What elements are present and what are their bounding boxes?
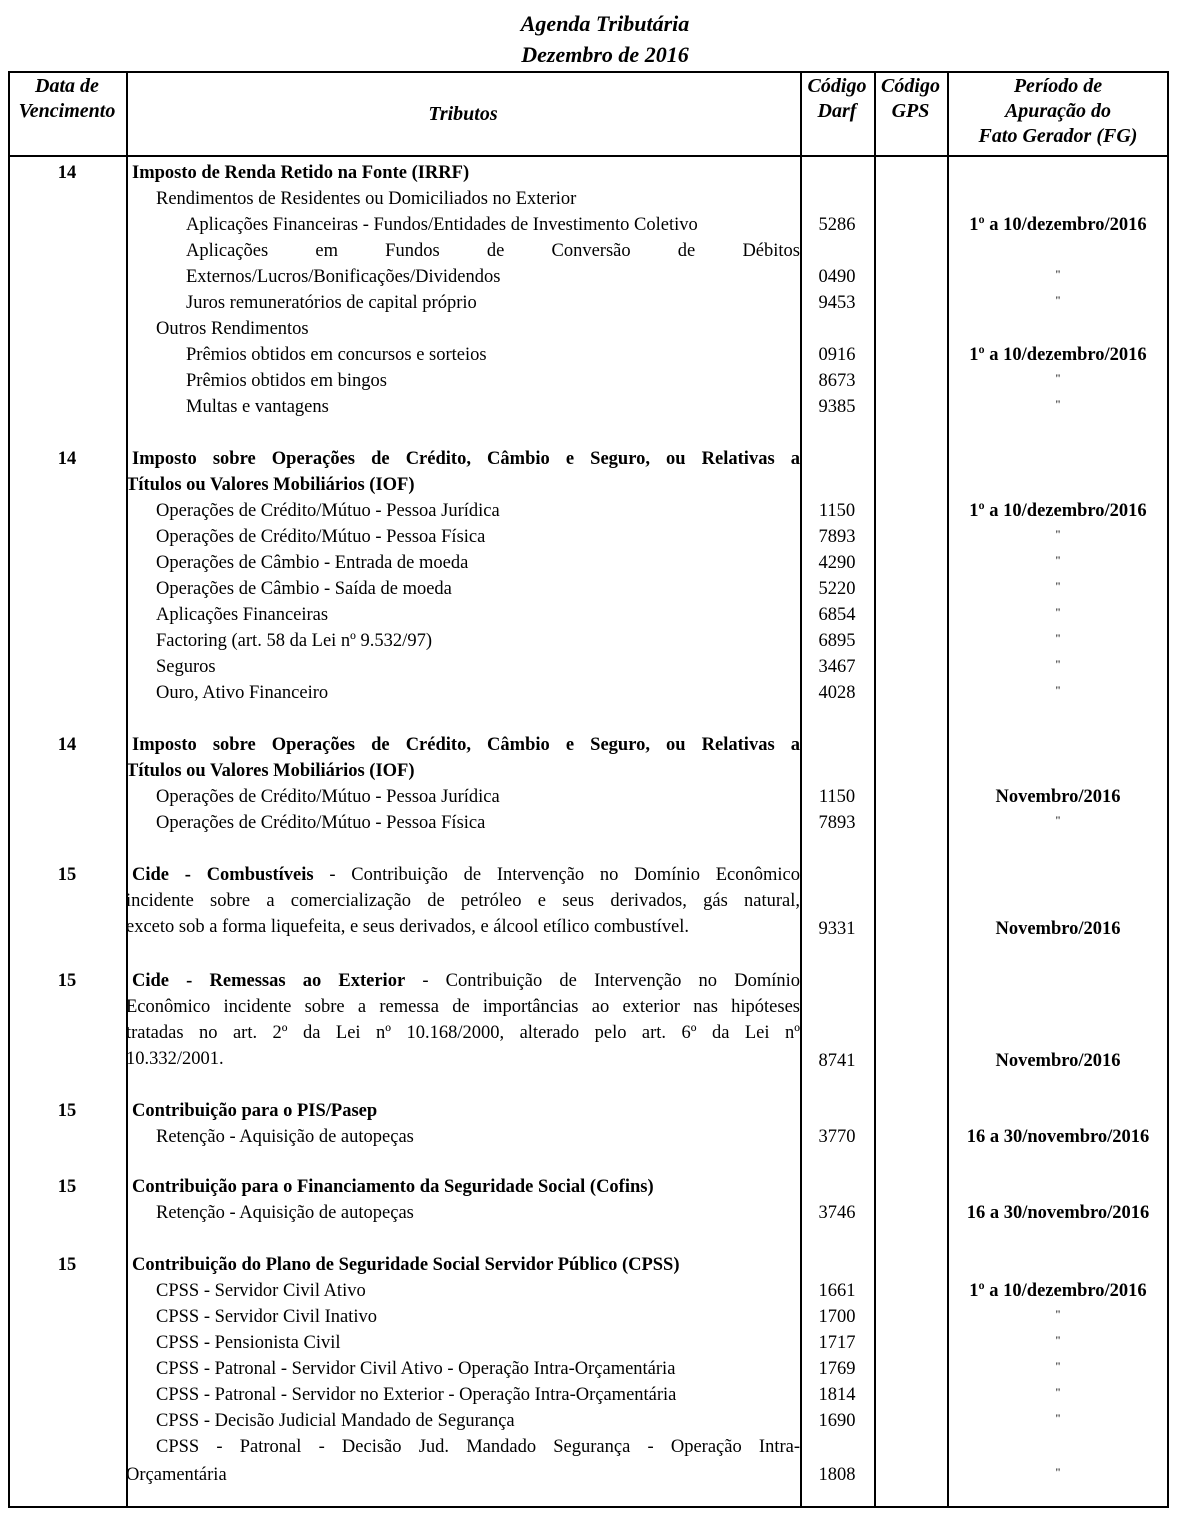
darf-code: 9453	[818, 293, 856, 313]
header-darf-line1: Código	[807, 75, 867, 97]
period: Novembro/2016	[995, 919, 1121, 939]
tributo-line: Juros remuneratórios de capital próprio	[186, 293, 477, 313]
darf-code: 4028	[818, 683, 856, 703]
tributo-line: Operações de Crédito/Mútuo - Pessoa Física	[156, 813, 486, 833]
tributo-line: Multas e vantagens	[186, 397, 329, 417]
period-ditto: "	[1055, 1385, 1061, 1399]
period-ditto: "	[1055, 683, 1061, 697]
tributo-line: Operações de Câmbio - Saída de moeda	[156, 579, 452, 599]
tributo-line: Aplicações Financeiras	[156, 605, 329, 625]
period-ditto: "	[1055, 267, 1061, 281]
period-ditto: "	[1055, 1465, 1061, 1479]
period-ditto: "	[1055, 813, 1061, 827]
due-date: 14	[57, 163, 77, 183]
header-gps-line2: GPS	[891, 100, 930, 122]
header-darf-line2: Darf	[817, 100, 857, 122]
tributo-line: CPSS - Patronal - Servidor Civil Ativo - Operação Intra-Orçamentária	[156, 1359, 676, 1379]
tributo-line: 10.332/2001.	[126, 1049, 224, 1069]
tributo-name: Cide - Combustíveis	[132, 865, 314, 885]
tributo-line: Orçamentária	[126, 1465, 227, 1485]
tributo-line: Operações de Crédito/Mútuo - Pessoa Jurídica	[156, 787, 500, 807]
period: 16 a 30/novembro/2016	[966, 1127, 1150, 1147]
darf-code: 7893	[818, 813, 856, 833]
darf-code: 8741	[818, 1051, 856, 1071]
tributo-line: Cide - Remessas ao Exterior - Contribuição de Intervenção no Domínio	[132, 971, 800, 991]
header-date-line1: Data de	[35, 75, 99, 97]
tributo-line: Externos/Lucros/Bonificações/Dividendos	[186, 267, 501, 287]
period-ditto: "	[1055, 553, 1061, 567]
darf-code: 1717	[818, 1333, 856, 1353]
header-period-line1: Período de	[1013, 75, 1103, 97]
header-gps	[874, 74, 947, 124]
tributo-line: Prêmios obtidos em concursos e sorteios	[186, 345, 487, 365]
tributo-line: tratadas no art. 2º da Lei nº 10.168/2000, alterado pelo art. 6º da Lei nº	[126, 1023, 800, 1043]
period: Novembro/2016	[995, 1051, 1121, 1071]
darf-code: 1690	[818, 1411, 856, 1431]
period: 1º a 10/dezembro/2016	[969, 1281, 1147, 1301]
tributo-line: CPSS - Patronal - Decisão Jud. Mandado Segurança - Operação Intra-	[156, 1437, 800, 1457]
tributo-line: Retenção - Aquisição de autopeças	[156, 1127, 414, 1147]
darf-code: 1150	[818, 787, 856, 807]
tributo-line: Contribuição para o PIS/Pasep	[132, 1101, 378, 1121]
tributo-line: exceto sob a forma liquefeita, e seus derivados, e álcool etílico combustível.	[126, 917, 690, 937]
darf-code: 3770	[818, 1127, 856, 1147]
darf-code: 1769	[818, 1359, 856, 1379]
darf-code: 1661	[818, 1281, 856, 1301]
due-date: 15	[57, 1255, 77, 1275]
tributo-line: Contribuição do Plano de Seguridade Social Servidor Público (CPSS)	[132, 1255, 680, 1275]
tributo-line: Outros Rendimentos	[156, 319, 309, 339]
tributo-line: Factoring (art. 58 da Lei nº 9.532/97)	[156, 631, 432, 651]
header-period-line3: Fato Gerador (FG)	[978, 125, 1138, 147]
darf-code: 6854	[818, 605, 856, 625]
period-ditto: "	[1055, 1359, 1061, 1373]
tributo-line: Ouro, Ativo Financeiro	[156, 683, 329, 703]
tributo-line: CPSS - Servidor Civil Ativo	[156, 1281, 366, 1301]
page-title: Agenda Tributária	[520, 11, 690, 36]
due-date: 14	[57, 449, 77, 469]
due-date: 15	[57, 865, 77, 885]
tributo-line: Imposto sobre Operações de Crédito, Câmbio e Seguro, ou Relativas a	[132, 449, 800, 469]
tributo-line: Títulos ou Valores Mobiliários (IOF)	[126, 475, 415, 495]
tributo-line: Imposto de Renda Retido na Fonte (IRRF)	[132, 163, 470, 183]
tributo-line: Rendimentos de Residentes ou Domiciliados no Exterior	[156, 189, 577, 209]
darf-code: 1814	[818, 1385, 856, 1405]
header-date-line2: Vencimento	[18, 100, 116, 122]
tributo-line: Operações de Crédito/Mútuo - Pessoa Jurídica	[156, 501, 500, 521]
header-divider	[8, 155, 1169, 157]
darf-code: 5220	[818, 579, 856, 599]
tributo-line: incidente sobre a comercialização de petróleo e seus derivados, gás natural,	[126, 891, 800, 911]
tributo-line: Prêmios obtidos em bingos	[186, 371, 387, 391]
header-gps-line1: Código	[881, 75, 940, 97]
due-date: 15	[57, 1101, 77, 1121]
darf-code: 1150	[818, 501, 856, 521]
period-ditto: "	[1055, 1411, 1061, 1425]
due-date: 15	[57, 971, 77, 991]
period-ditto: "	[1055, 293, 1061, 307]
darf-code: 7893	[818, 527, 856, 547]
period-ditto: "	[1055, 1333, 1061, 1347]
darf-code: 8673	[818, 371, 856, 391]
period-ditto: "	[1055, 657, 1061, 671]
period-ditto: "	[1055, 371, 1061, 385]
darf-code: 1808	[818, 1465, 856, 1485]
tributo-line: CPSS - Servidor Civil Inativo	[156, 1307, 377, 1327]
tributo-line: Contribuição para o Financiamento da Seguridade Social (Cofins)	[132, 1177, 654, 1197]
tributo-line: Imposto sobre Operações de Crédito, Câmbio e Seguro, ou Relativas a	[132, 735, 800, 755]
header-date	[8, 74, 126, 124]
tributo-line: Operações de Crédito/Mútuo - Pessoa Física	[156, 527, 486, 547]
darf-code: 3746	[818, 1203, 856, 1223]
period: Novembro/2016	[995, 787, 1121, 807]
tributo-line: Econômico incidente sobre a remessa de importâncias ao exterior nas hipóteses	[126, 997, 800, 1017]
darf-code: 9331	[818, 919, 856, 939]
period: 1º a 10/dezembro/2016	[969, 345, 1147, 365]
tributo-line: Seguros	[156, 657, 216, 677]
header-period	[947, 74, 1169, 149]
period-ditto: "	[1055, 605, 1061, 619]
darf-code: 4290	[818, 553, 856, 573]
header-darf	[800, 74, 874, 124]
tributo-line: Títulos ou Valores Mobiliários (IOF)	[126, 761, 415, 781]
period: 1º a 10/dezembro/2016	[969, 215, 1147, 235]
tributo-line: Retenção - Aquisição de autopeças	[156, 1203, 414, 1223]
darf-code: 6895	[818, 631, 856, 651]
column-divider	[874, 71, 876, 1508]
tributo-line: CPSS - Patronal - Servidor no Exterior - Operação Intra-Orçamentária	[156, 1385, 677, 1405]
period: 1º a 10/dezembro/2016	[969, 501, 1147, 521]
tributo-line: CPSS - Pensionista Civil	[156, 1333, 341, 1353]
tributo-line: Cide - Combustíveis - Contribuição de Intervenção no Domínio Econômico	[132, 865, 800, 885]
due-date: 14	[57, 735, 77, 755]
tributo-line: CPSS - Decisão Judicial Mandado de Segurança	[156, 1411, 515, 1431]
darf-code: 9385	[818, 397, 856, 417]
period-ditto: "	[1055, 397, 1061, 411]
period: 16 a 30/novembro/2016	[966, 1203, 1150, 1223]
period-ditto: "	[1055, 527, 1061, 541]
period-ditto: "	[1055, 631, 1061, 645]
tributo-name: Cide - Remessas ao Exterior	[132, 971, 406, 991]
page-subtitle: Dezembro de 2016	[521, 42, 689, 67]
darf-code: 0490	[818, 267, 856, 287]
tributo-line: Aplicações em Fundos de Conversão de Débitos	[186, 241, 800, 261]
period-ditto: "	[1055, 579, 1061, 593]
darf-code: 1700	[818, 1307, 856, 1327]
tributo-line: Operações de Câmbio - Entrada de moeda	[156, 553, 469, 573]
darf-code: 0916	[818, 345, 856, 365]
due-date: 15	[57, 1177, 77, 1197]
darf-code: 5286	[818, 215, 856, 235]
period-ditto: "	[1055, 1307, 1061, 1321]
darf-code: 3467	[818, 657, 856, 677]
header-tributos: Tributos	[428, 103, 498, 125]
header-period-line2: Apuração do	[1004, 100, 1112, 122]
tributo-line: Aplicações Financeiras - Fundos/Entidades de Investimento Coletivo	[186, 215, 698, 235]
